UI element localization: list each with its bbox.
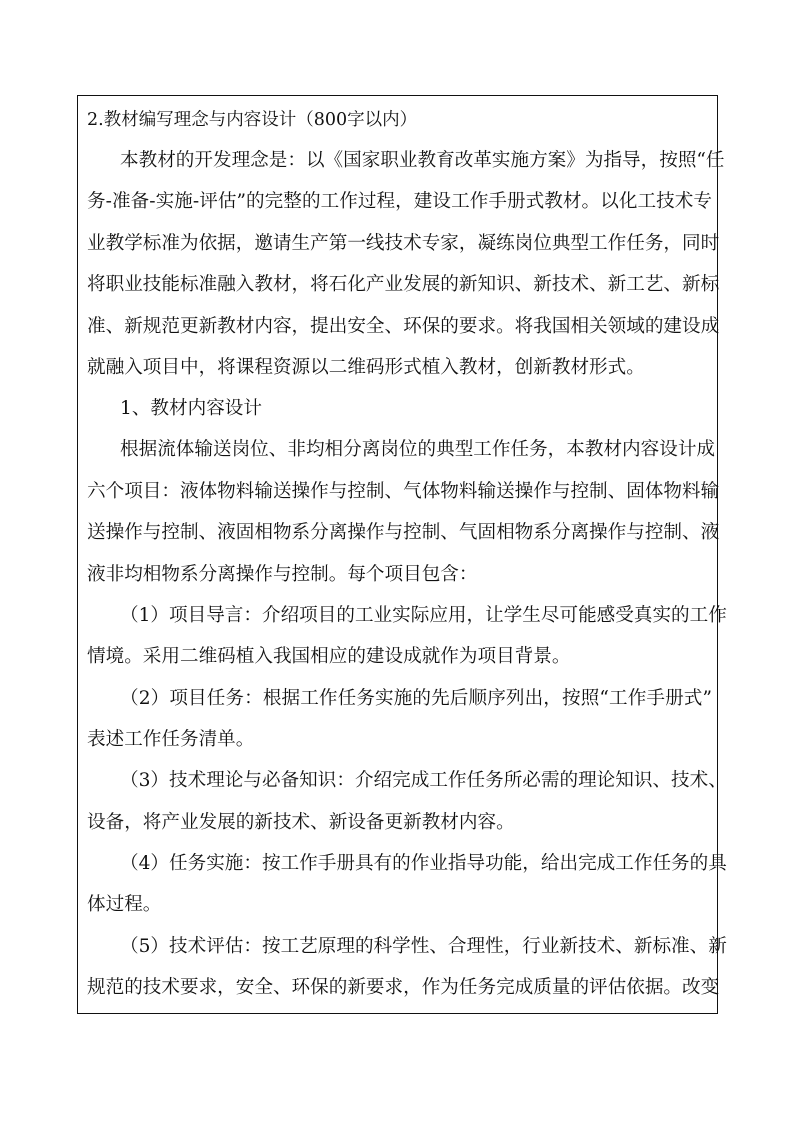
subsection-heading: 1、教材内容设计 [120, 398, 262, 419]
list-item-line: （1）项目导言：介绍项目的工业实际应用，让学生尽可能感受真实的工作 [120, 605, 727, 626]
list-item-line: 设备，将产业发展的新技术、新设备更新教材内容。 [87, 812, 515, 833]
list-item-line: 规范的技术要求，安全、环保的新要求，作为任务完成质量的评估依据。改变 [87, 977, 720, 998]
paragraph-line: 务-准备-实施-评估”的完整的工作过程，建设工作手册式教材。以化工技术专 [87, 191, 712, 212]
list-item-line: 体过程。 [87, 894, 162, 915]
paragraph-line: 根据流体输送岗位、非均相分离岗位的典型工作任务，本教材内容设计成 [120, 439, 716, 460]
paragraph-line: 六个项目：液体物料输送操作与控制、气体物料输送操作与控制、固体物料输 [87, 481, 720, 502]
list-item-line: （2）项目任务：根据工作任务实施的先后顺序列出，按照“工作手册式” [120, 688, 712, 709]
list-item-line: （5）技术评估：按工艺原理的科学性、合理性，行业新技术、新标准、新 [120, 936, 727, 957]
list-item-line: 表述工作任务清单。 [87, 729, 255, 750]
paragraph-line: 业教学标准为依据，邀请生产第一线技术专家，凝练岗位典型工作任务，同时 [87, 233, 720, 254]
section-heading: 2.教材编写理念与内容设计（800字以内） [87, 110, 418, 130]
paragraph-line: 将职业技能标准融入教材，将石化产业发展的新知识、新技术、新工艺、新标 [87, 274, 720, 295]
paragraph-line: 准、新规范更新教材内容，提出安全、环保的要求。将我国相关领域的建设成 [87, 316, 720, 337]
list-item-line: 情境。采用二维码植入我国相应的建设成就作为项目背景。 [87, 646, 571, 667]
paragraph-line: 送操作与控制、液固相物系分离操作与控制、气固相物系分离操作与控制、液 [87, 522, 720, 543]
paragraph-line: 液非均相物系分离操作与控制。每个项目包含： [87, 564, 478, 585]
list-item-line: （4）任务实施：按工作手册具有的作业指导功能，给出完成工作任务的具 [120, 853, 727, 874]
list-item-line: （3）技术理论与必备知识：介绍完成工作任务所必需的理论知识、技术、 [120, 770, 727, 791]
paragraph-line: 就融入项目中，将课程资源以二维码形式植入教材，创新教材形式。 [87, 357, 645, 378]
paragraph-line: 本教材的开发理念是：以《国家职业教育改革实施方案》为指导，按照“任 [120, 150, 725, 171]
